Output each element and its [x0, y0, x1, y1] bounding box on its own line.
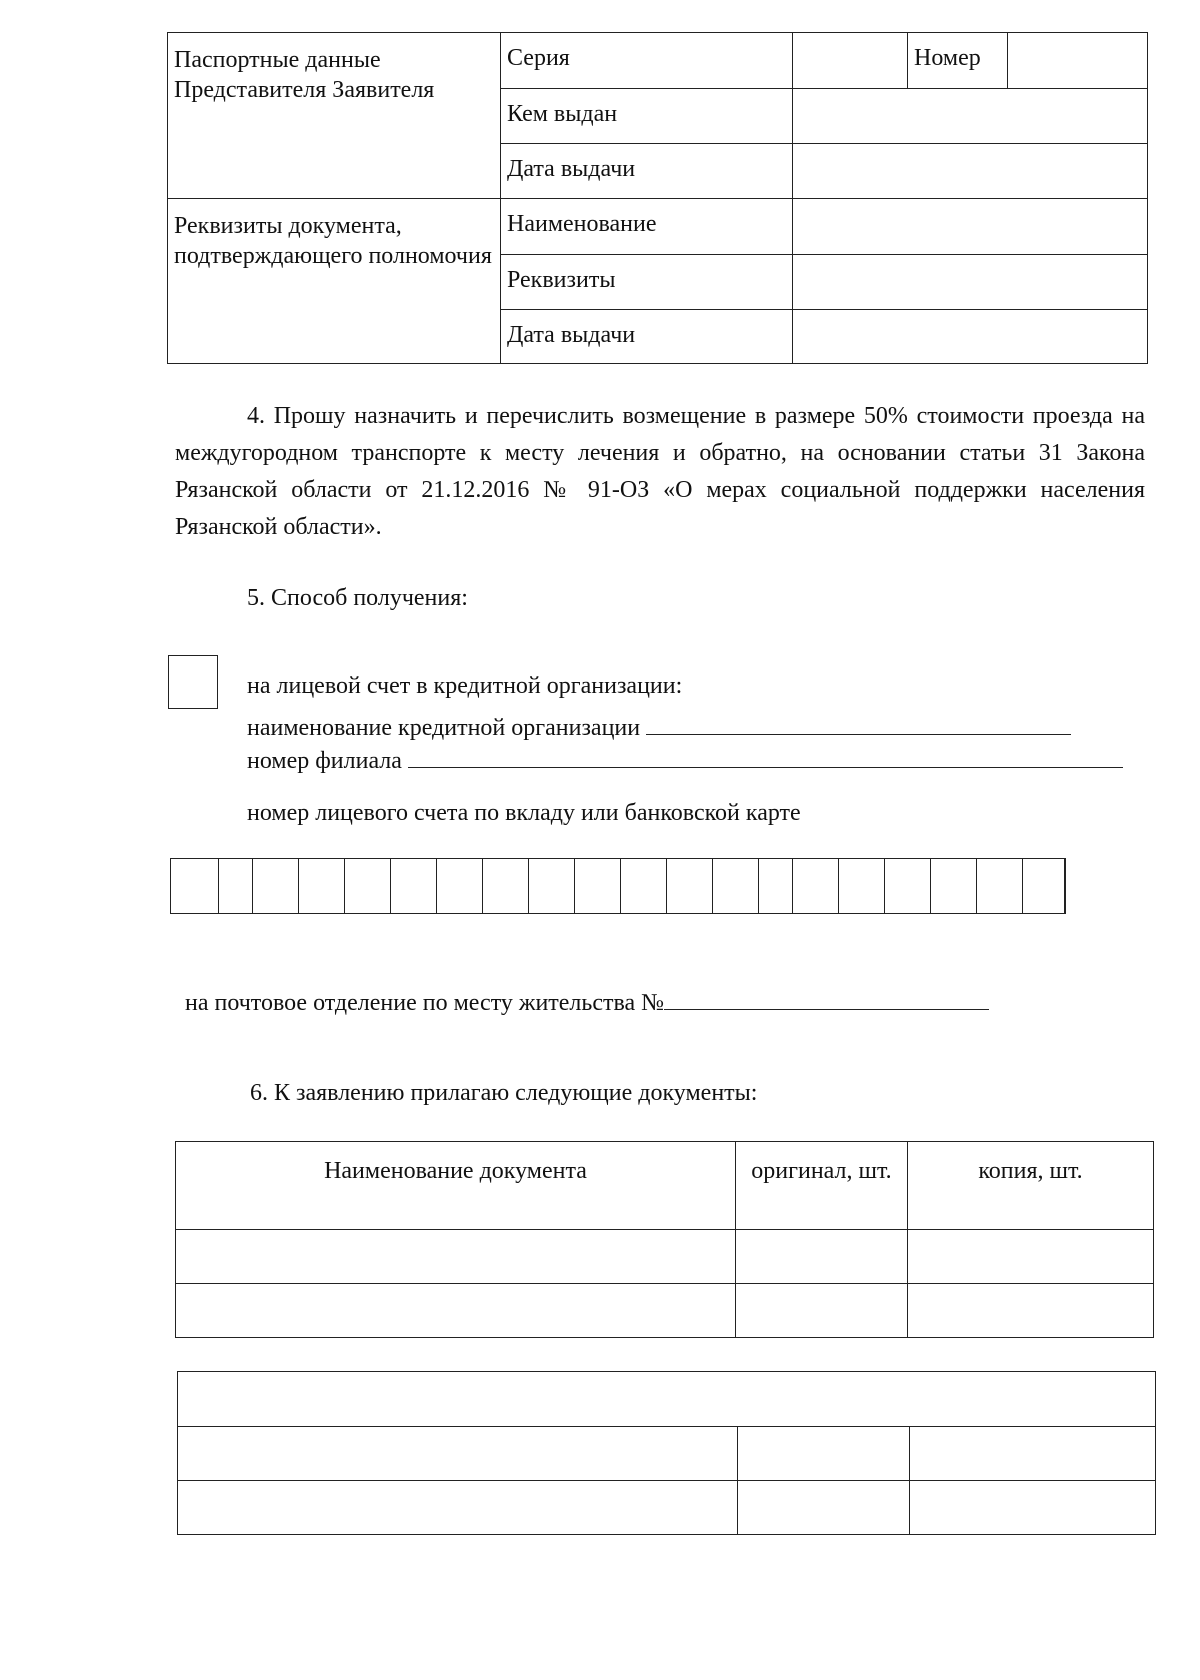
doc-date-field[interactable] — [793, 310, 1148, 364]
account-digit-cell[interactable] — [667, 859, 713, 913]
account-number-cells — [170, 858, 1066, 914]
account-digit-cell[interactable] — [1023, 859, 1065, 913]
branch-row — [247, 743, 1123, 780]
table2-row-2-name[interactable] — [178, 1481, 738, 1535]
table2-row-1-copy[interactable] — [910, 1427, 1156, 1481]
attached-documents-table — [175, 1141, 1154, 1338]
account-digit-cell[interactable] — [839, 859, 885, 913]
doc-name-field[interactable] — [793, 199, 1148, 255]
doc-row-1-original[interactable] — [736, 1230, 908, 1284]
number-field[interactable] — [1008, 33, 1148, 89]
issued-by-field[interactable] — [793, 89, 1148, 144]
account-digit-cell[interactable] — [793, 859, 839, 913]
doc-row-2-name[interactable] — [176, 1284, 736, 1338]
account-digit-cell[interactable] — [759, 859, 793, 913]
doc-row-1-copy[interactable] — [908, 1230, 1154, 1284]
section-6-title: 6. К заявлению прилагаю следующие документы: — [250, 1080, 758, 1106]
post-option-label: на почтовое отделение по месту жительства № — [185, 990, 665, 1016]
table2-header-cell[interactable] — [178, 1372, 1156, 1427]
account-digit-cell[interactable] — [885, 859, 931, 913]
bank-name-field[interactable] — [646, 712, 1071, 735]
account-digit-cell[interactable] — [931, 859, 977, 913]
doc-row-2-copy[interactable] — [908, 1284, 1154, 1338]
table2-row-2-original[interactable] — [738, 1481, 910, 1535]
account-label: номер лицевого счета по вкладу или банковской карте — [247, 800, 801, 826]
post-office-row — [185, 985, 989, 1022]
account-digit-cell[interactable] — [345, 859, 391, 913]
doc-row-2-original[interactable] — [736, 1284, 908, 1338]
bank-option-label: на лицевой счет в кредитной организации: — [247, 673, 683, 699]
account-digit-cell[interactable] — [483, 859, 529, 913]
account-digit-cell[interactable] — [575, 859, 621, 913]
account-digit-cell[interactable] — [253, 859, 299, 913]
bank-name-row — [247, 710, 1071, 747]
account-digit-cell[interactable] — [529, 859, 575, 913]
account-digit-cell[interactable] — [219, 859, 253, 913]
table2-row-2-copy[interactable] — [910, 1481, 1156, 1535]
account-digit-cell[interactable] — [437, 859, 483, 913]
doc-date-label: Дата выдачи — [501, 310, 793, 364]
table2-row-1-original[interactable] — [738, 1427, 910, 1481]
series-label: Серия — [501, 33, 793, 89]
doc-details-label: Реквизиты — [501, 255, 793, 310]
account-digit-cell[interactable] — [171, 859, 219, 913]
issued-by-label: Кем выдан — [501, 89, 793, 144]
col-document-name: Наименование документа — [176, 1142, 736, 1230]
col-original-count: оригинал, шт. — [736, 1142, 908, 1230]
account-digit-cell[interactable] — [713, 859, 759, 913]
issue-date-field[interactable] — [793, 144, 1148, 199]
number-label: Номер — [908, 33, 1008, 89]
account-digit-cell[interactable] — [391, 859, 437, 913]
table2-row-1-name[interactable] — [178, 1427, 738, 1481]
series-field[interactable] — [793, 33, 908, 89]
bank-name-label: наименование кредитной организации — [247, 715, 641, 741]
bank-account-checkbox[interactable] — [168, 655, 218, 709]
doc-details-field[interactable] — [793, 255, 1148, 310]
rep-passport-label: Паспортные данные Представителя Заявителя — [168, 33, 501, 199]
issue-date-label: Дата выдачи — [501, 144, 793, 199]
representative-passport-table — [167, 32, 1148, 364]
account-digit-cell[interactable] — [299, 859, 345, 913]
col-copy-count: копия, шт. — [908, 1142, 1154, 1230]
section-4-text: 4. Прошу назначить и перечислить возмещение в размере 50% стоимости проезда на междугородном транспорте к месту лечения и обратно, на основании статьи 31 Закона Рязанской области от 21.12.2016 № 91-ОЗ «О мерах социальной поддержки населения Рязанской области». — [175, 403, 1145, 540]
attached-documents-table-2 — [177, 1371, 1156, 1535]
account-digit-cell[interactable] — [977, 859, 1023, 913]
doc-row-1-name[interactable] — [176, 1230, 736, 1284]
authority-doc-label: Реквизиты документа, подтверждающего полномочия — [168, 199, 501, 364]
branch-field[interactable] — [408, 745, 1123, 768]
section-5-title: 5. Способ получения: — [247, 585, 468, 611]
post-office-field[interactable] — [664, 987, 989, 1010]
account-digit-cell[interactable] — [621, 859, 667, 913]
doc-name-label: Наименование — [501, 199, 793, 255]
branch-label: номер филиала — [247, 748, 402, 774]
